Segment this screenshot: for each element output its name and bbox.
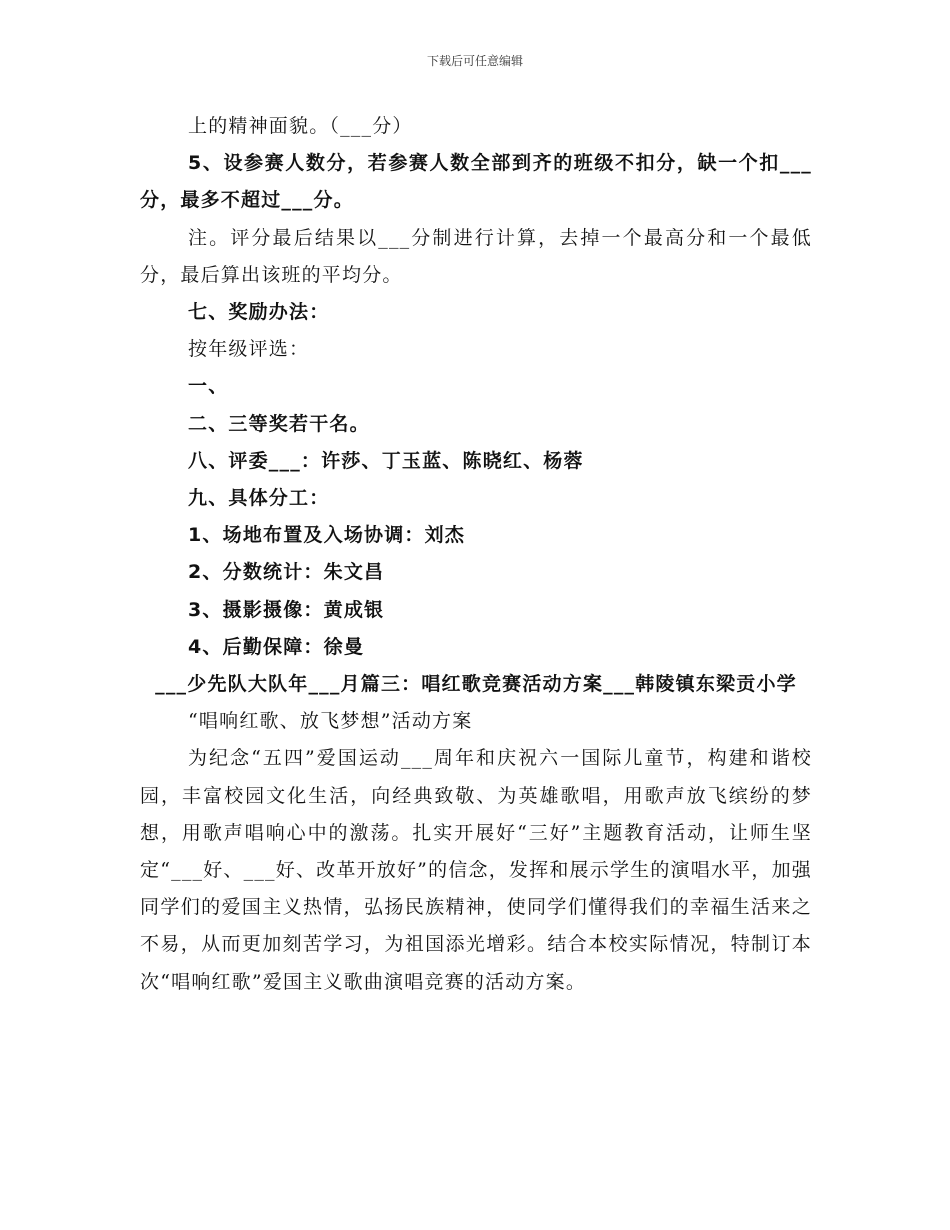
text-line-score-end: 上的精神面貌。（___分）	[188, 115, 413, 137]
section-title: ___少先队大队年___月篇三：唱红歌竞赛活动方案___韩陵镇东梁贡小学	[155, 673, 797, 696]
rewards-first: 一、	[188, 375, 229, 398]
assignment-logistics: 4、后勤保障：徐曼	[188, 635, 365, 658]
assignment-scoring: 2、分数统计：朱文昌	[188, 561, 385, 584]
assignment-photography: 3、摄影摄像：黄成银	[188, 598, 385, 621]
scoring-note: 注。评分最后结果以___分制进行计算，去掉一个最高分和一个最低分，最后算出该班的平均分。	[140, 226, 812, 286]
rule-attendance-deduction: 5、设参赛人数分，若参赛人数全部到齐的班级不扣分，缺一个扣___分，最多不超过___分。	[140, 152, 812, 212]
section-heading-rewards: 七、奖励办法：	[188, 301, 330, 324]
assignment-venue: 1、场地布置及入场协调：刘杰	[188, 524, 466, 547]
plan-subtitle: “唱响红歌、放飞梦想”活动方案	[188, 710, 473, 733]
rewards-second-third: 二、三等奖若干名。	[188, 412, 370, 435]
section-heading-assignments: 九、具体分工：	[188, 487, 330, 510]
page-header-note: 下载后可任意编辑	[426, 54, 523, 68]
judges-line: 八、评委___：许莎、丁玉蓝、陈晓红、杨蓉	[188, 449, 584, 472]
rewards-by-grade: 按年级评选：	[188, 338, 310, 361]
document-body	[140, 108, 812, 1001]
plan-body-paragraph: 为纪念“五四”爱国运动___周年和庆祝六一国际儿童节，构建和谐校园，丰富校园文化生活，向经典致敬、为英雄歌唱，用歌声放飞缤纷的梦想，用歌声唱响心中的激荡。扎实开展好“三好”主题教育活动，让师生坚定“___好、___好、改革开放好”的信念，发挥和展示学生的演唱水平，加强同学们的爱国主义热情，弘扬民族精神，使同学们懂得我们的幸福生活来之不易，从而更加刻苦学习，为祖国添光增彩。结合本校实际情况，特制订本次“唱响红歌”爱国主义歌曲演唱竞赛的活动方案。	[140, 747, 812, 993]
